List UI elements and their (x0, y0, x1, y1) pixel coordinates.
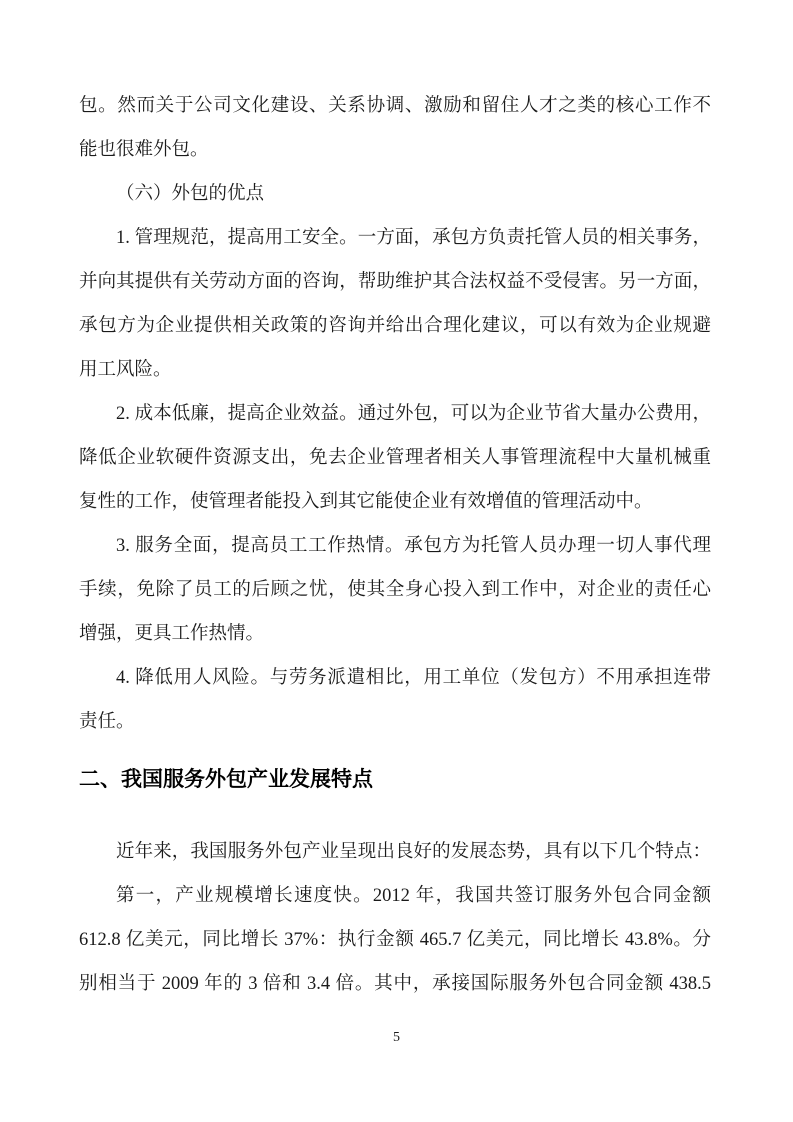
page-number: 5 (393, 1030, 400, 1045)
text-line: 3. 服务全面，提高员工工作热情。承包方为托管人员办理一切人事代理 (116, 536, 711, 556)
text-line: 承包方为企业提供相关政策的咨询并给出合理化建议，可以有效为企业规避 (79, 316, 711, 336)
subsection-heading: （六）外包的优点 (116, 184, 265, 204)
text-line: 并向其提供有关劳动方面的咨询，帮助维护其合法权益不受侵害。另一方面， (79, 272, 711, 292)
text-line: 4. 降低用人风险。与劳务派遣相比，用工单位（发包方）不用承担连带 (116, 668, 711, 688)
text-line: 降低企业软硬件资源支出，免去企业管理者相关人事管理流程中大量机械重 (79, 448, 711, 468)
page-footer (0, 1028, 793, 1048)
section-heading: 二、我国服务外包产业发展特点 (79, 768, 373, 791)
text-line: 近年来，我国服务外包产业呈现出良好的发展态势，具有以下几个特点： (116, 842, 711, 862)
text-line: 复性的工作，使管理者能投入到其它能使企业有效增值的管理活动中。 (79, 492, 653, 512)
text-line: 612.8 亿美元，同比增长 37%：执行金额 465.7 亿美元，同比增长 43.8%。分 (79, 930, 711, 950)
text-line: 别相当于 2009 年的 3 倍和 3.4 倍。其中，承接国际服务外包合同金额 438.5 (79, 974, 711, 994)
text-line: 1. 管理规范，提高用工安全。一方面，承包方负责托管人员的相关事务， (116, 228, 711, 248)
text-line: 第一，产业规模增长速度快。2012 年，我国共签订服务外包合同金额 (116, 886, 711, 906)
document-body (79, 84, 711, 1006)
text-line: 增强，更具工作热情。 (79, 624, 265, 644)
text-line: 责任。 (79, 712, 135, 732)
text-line: 手续，免除了员工的后顾之忧，使其全身心投入到工作中，对企业的责任心 (79, 580, 711, 600)
text-line: 包。然而关于公司文化建设、关系协调、激励和留住人才之类的核心工作不 (79, 96, 711, 116)
text-line: 能也很难外包。 (79, 140, 209, 160)
text-line: 2. 成本低廉，提高企业效益。通过外包，可以为企业节省大量办公费用， (116, 404, 711, 424)
text-line: 用工风险。 (79, 360, 172, 380)
